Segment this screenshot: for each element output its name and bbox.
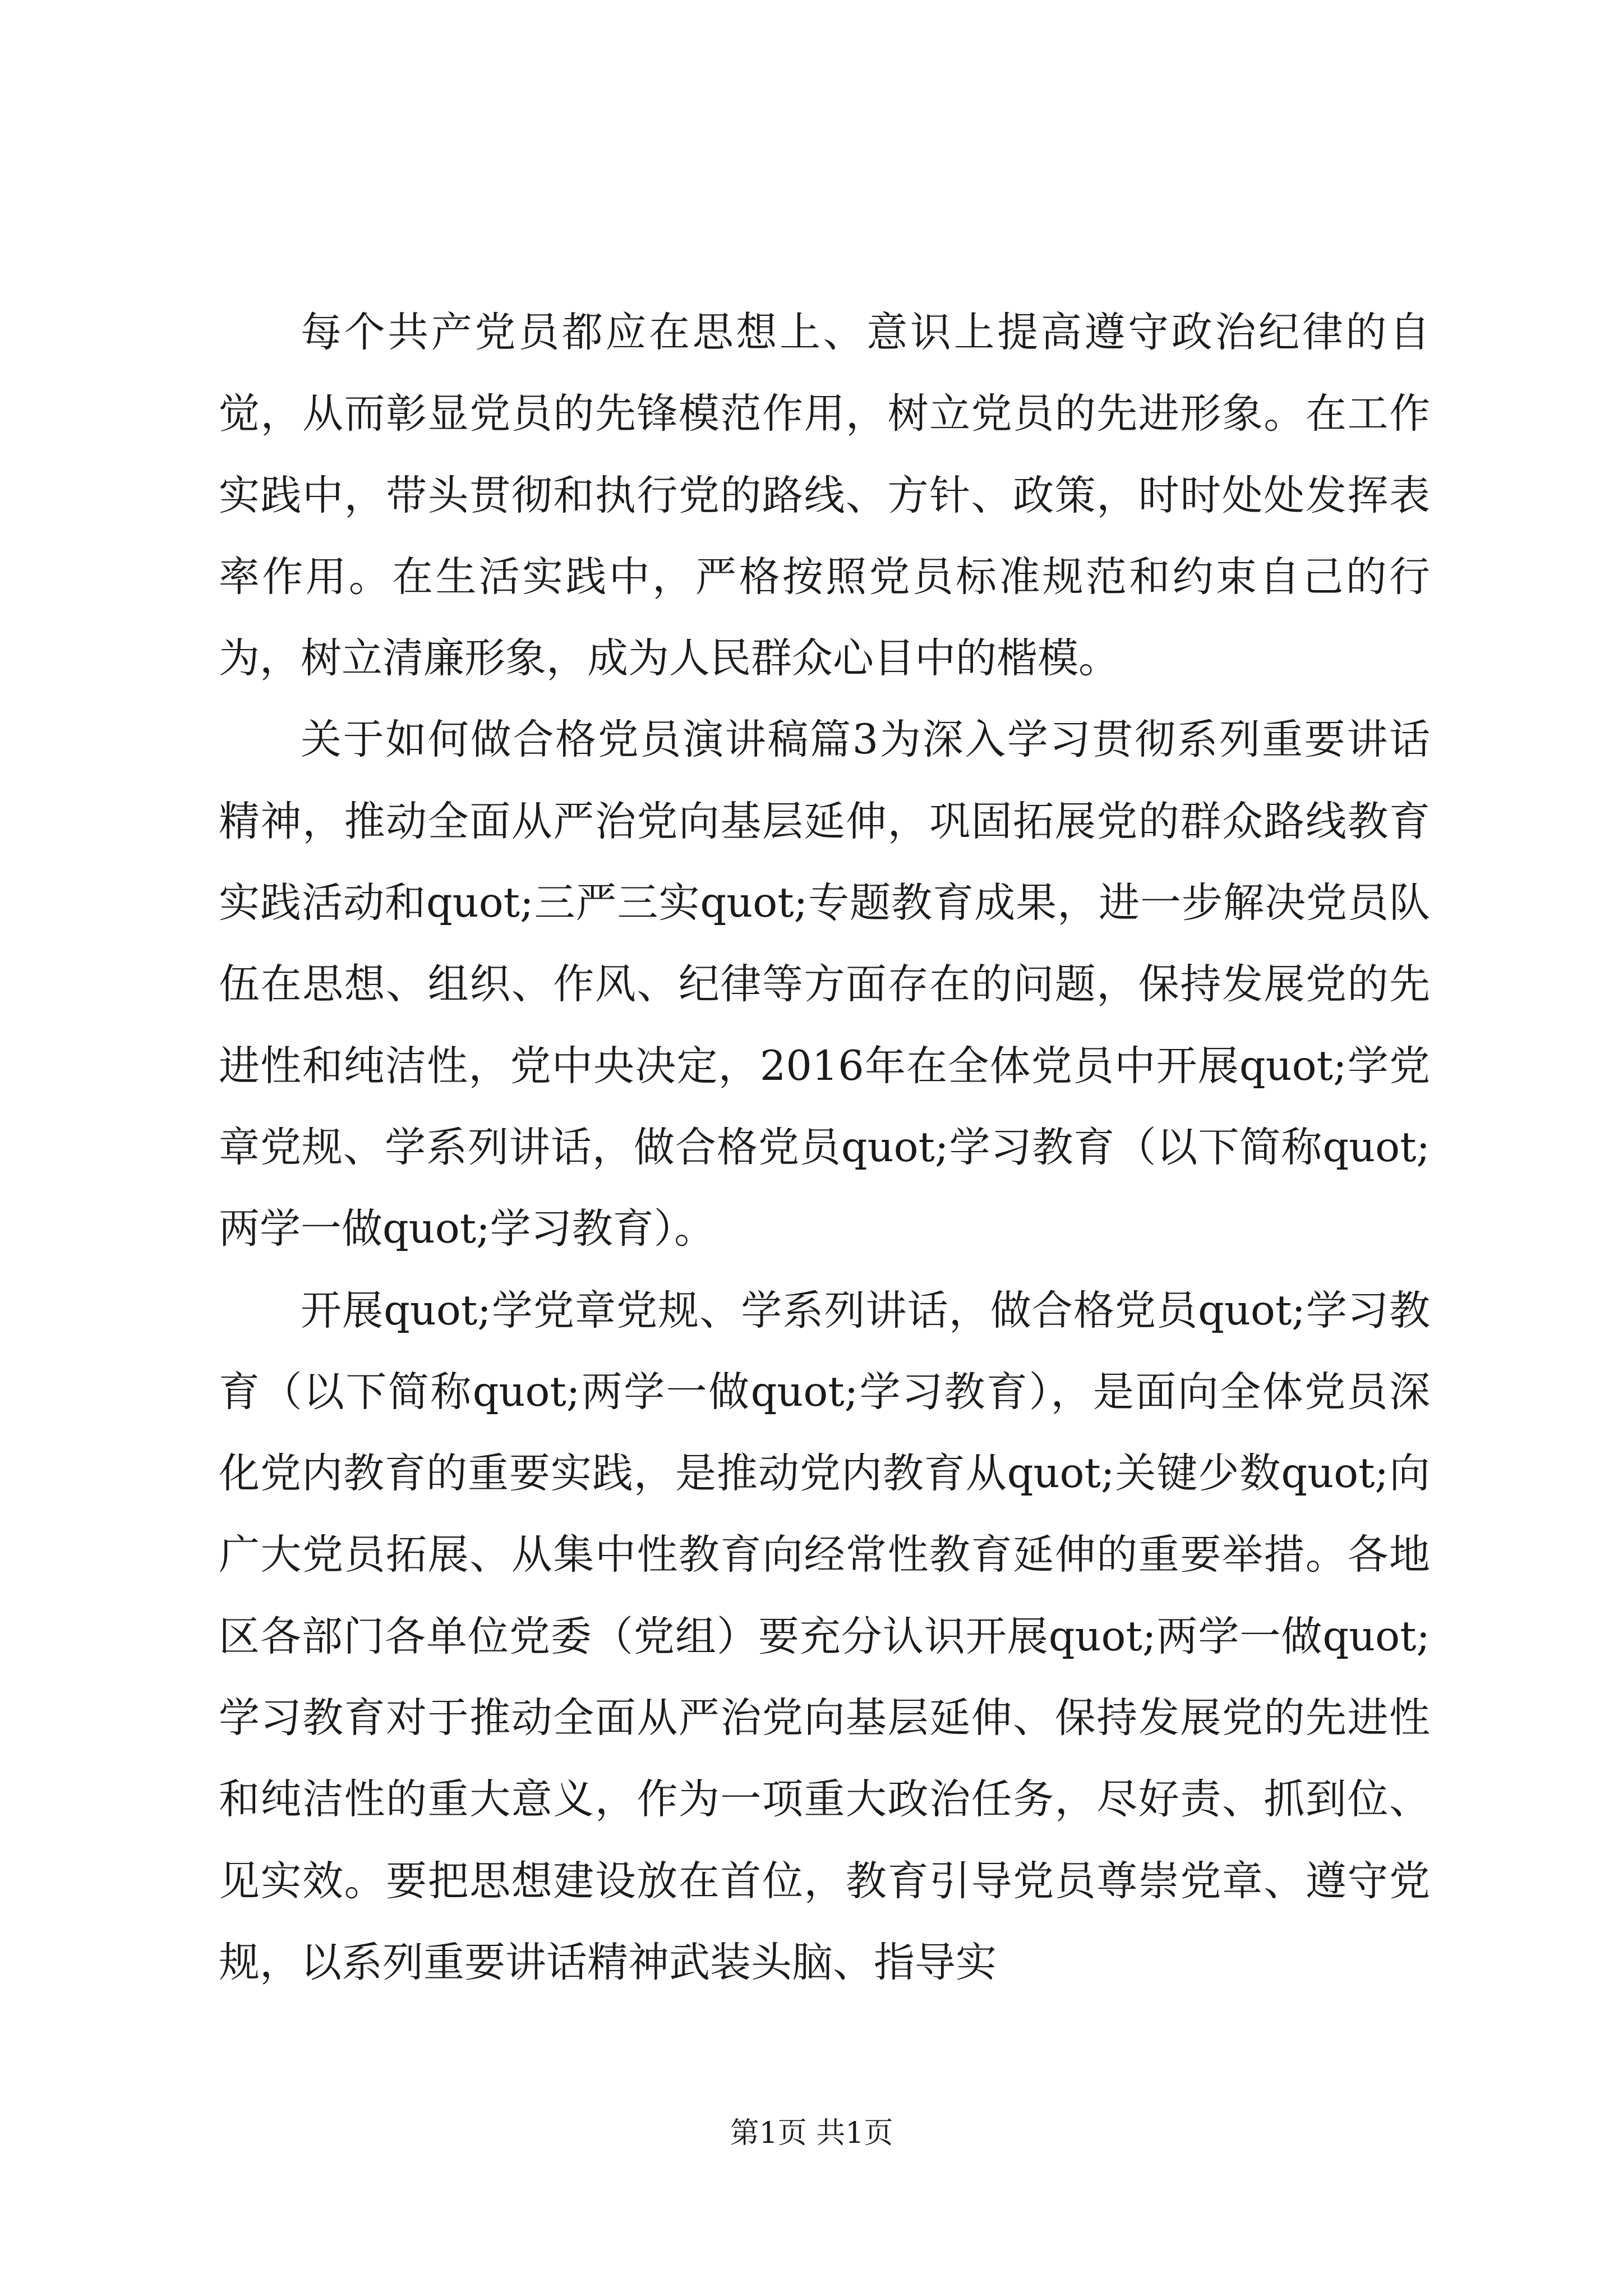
paragraph-3: 开展quot;学党章党规、学系列讲话，做合格党员quot;学习教育（以下简称quot;两学一做quot;学习教育），是面向全体党员深化党内教育的重要实践，是推动党内教育从quot;关键少数quot;向广大党员拓展、从集中性教育向经常性教育延伸的重要举措。各地区各部门各单位党委（党组）要充分认识开展quot;两学一做quot;学习教育对于推动全面从严治党向基层延伸、保持发展党的先进性和纯洁性的重大意义，作为一项重大政治任务，尽好责、抓到位、见实效。要把思想建设放在首位，教育引导党员尊崇党章、遵守党规，以系列重要讲话精神武装头脑、指导实 xyxy=(219,1286,1430,1986)
paragraph-2: 关于如何做合格党员演讲稿篇3为深入学习贯彻系列重要讲话精神，推动全面从严治党向基层延伸，巩固拓展党的群众路线教育实践活动和quot;三严三实quot;专题教育成果，进一步解决党员队伍在思想、组织、作风、纪律等方面存在的问题，保持发展党的先进性和纯洁性，党中央决定，2016年在全体党员中开展quot;学党章党规、学系列讲话，做合格党员quot;学习教育（以下简称quot;两学一做quot;学习教育）。 xyxy=(219,716,1430,1253)
page-footer: 第1页 共1页 xyxy=(730,2116,893,2150)
document-body xyxy=(219,292,1430,2003)
paragraph-1: 每个共产党员都应在思想上、意识上提高遵守政治纪律的自觉，从而彰显党员的先锋模范作用，树立党员的先进形象。在工作实践中，带头贯彻和执行党的路线、方针、政策，时时处处发挥表率作用。在生活实践中，严格按照党员标准规范和约束自己的行为，树立清廉形象，成为人民群众心目中的楷模。 xyxy=(219,309,1430,683)
